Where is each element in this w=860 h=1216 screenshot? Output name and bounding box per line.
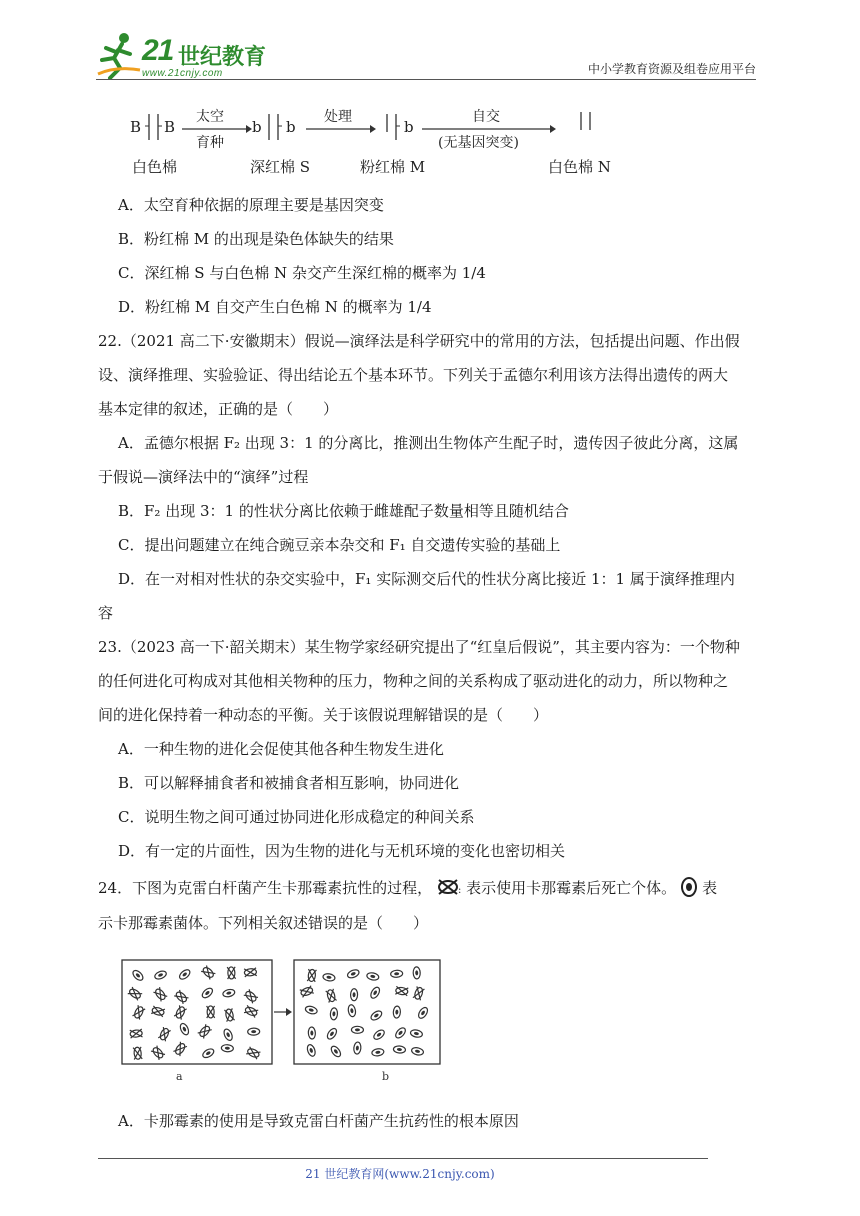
dead-cell [224,1008,234,1021]
dead-cell [207,1006,215,1018]
live-cell [179,1022,191,1036]
live-cell [372,1028,386,1041]
q22-option-b: B．F₂ 出现 3：1 的性状分离比依赖于雌雄配子数量相等且随机结合 [118,502,569,520]
step3-bottom: (无基因突变) [438,135,519,151]
q23-option-c: C．说明生物之间可通过协同进化形成稳定的种间关系 [118,808,475,826]
live-cell [393,1006,401,1018]
live-cell [346,968,360,979]
dead-cell [326,989,337,1003]
q23-stem-line1: 23.（2023 高一下·韶关期末）某生物学家经研究提出了“红皇后假说”，其主要内容为：一个物种 [98,638,740,656]
dead-cell [174,1005,187,1019]
live-cell [201,1047,215,1059]
chromosome-pair-icon [144,112,164,144]
q24-stem-line2: 示卡那霉素菌体。下列相关叙述错误的是（ ） [98,914,429,932]
dead-cell [174,990,188,1004]
live-cell [347,1004,356,1017]
live-cell [326,1027,339,1041]
footer-divider [98,1158,708,1159]
live-cell [390,970,403,978]
dead-cell [133,1005,146,1019]
dead-cell [133,1047,142,1060]
footer-text: 21 世纪教育网(www.21cnjy.com) [305,1167,495,1181]
live-cell [329,1045,342,1059]
q23-stem-line2: 的任何进化可构成对其他相关物种的压力，物种之间的关系构成了驱动进化的动力，所以物种之 [98,672,729,690]
label-white-n: 白色棉 N [548,158,611,176]
q24-stem-part3: 表 [702,879,718,897]
live-cell [221,1044,233,1052]
gene-B-left: B [130,118,142,136]
q24-stem-part2: 表示使用卡那霉素后死亡个体。 [466,879,677,897]
q22-stem-line1: 22.（2021 高二下·安徽期末）假说—演绎法是科学研究中的常用的方法，包括提出问题、作出假 [98,332,740,350]
label-white-cotton: 白色棉 [132,158,178,176]
q24-stem-part1: 24．下图为克雷白杆菌产生卡那霉素抗性的过程， [98,879,433,897]
q22-option-a-line2: 于假说—演绎法中的“演绎”过程 [98,468,309,486]
platform-title: 中小学教育资源及组卷应用平台 [587,62,756,76]
svg-text::: : [458,885,462,896]
live-cell [222,1028,233,1042]
live-cell [322,973,335,982]
step3-top: 自交 [472,109,500,125]
gene-b-m: b [404,118,414,136]
bacteria-panels-figure [118,956,448,1086]
live-cell [131,969,144,982]
dead-cell [244,1005,258,1017]
chromosome-pair-icon [382,112,402,144]
bacteria-figure [118,956,448,1086]
dead-cell [244,989,258,1003]
live-cell [417,1006,429,1020]
live-cell [393,1046,406,1054]
live-cell [330,1008,338,1020]
live-cell [366,972,379,981]
live-cell [154,970,168,981]
step1-bottom: 育种 [196,135,224,151]
logo-url: www.21cnjy.com [142,68,223,79]
live-cell [308,1027,316,1039]
chromosome-pair-icon [576,110,596,134]
dead-cell [158,1027,170,1041]
panel-b-cells [300,967,429,1059]
q24-option-a: A．卡那霉素的使用是导致克雷白杆菌产生抗药性的根本原因 [118,1112,519,1130]
dead-cell [246,1047,260,1059]
live-cell [305,1005,318,1015]
live-cell [369,1009,383,1022]
q22-stem-line3: 基本定律的叙述，正确的是（ ） [98,400,339,418]
dead-cell [151,1046,165,1060]
live-cell [248,1028,260,1035]
dead-cell [227,967,235,979]
dead-bacteria-icon [436,878,462,896]
q24-stem-line1 [98,876,762,899]
gene-b-s2: b [286,118,296,136]
label-pink-m: 粉红棉 M [360,158,426,176]
site-logo [96,30,266,82]
dead-cell [413,986,424,1000]
live-cell [178,968,192,981]
dead-cell [244,968,257,977]
arrow-icon [306,124,376,134]
live-cell [371,1048,384,1057]
dead-cell [307,969,316,982]
panel-a-label: a [176,1070,183,1083]
dead-cell [300,986,314,998]
q22-option-a-line1: A．孟德尔根据 F₂ 出现 3：1 的分离比，推测出生物体产生配子时，遗传因子彼此分离，这属 [118,434,739,452]
dead-cell [151,1006,165,1017]
q22-stem-line2: 设、演绎推理、实验验证、得出结论五个基本环节。下列关于孟德尔利用该方法得出遗传的两大 [98,366,729,384]
q23-option-a: A．一种生物的进化会促使其他各种生物发生进化 [118,740,444,758]
q23-option-d: D．有一定的片面性，因为生物的进化与无机环境的变化也密切相关 [118,842,566,860]
q21-option-a: A．太空育种依据的原理主要是基因突变 [118,196,384,214]
live-cell [222,988,235,998]
q21-option-b: B．粉红棉 M 的出现是染色体缺失的结果 [118,230,394,248]
q22-option-d-line2: 容 [98,604,114,622]
live-cell [353,1042,361,1055]
transition-arrow-head [286,1008,292,1016]
panel-b-label: b [382,1070,390,1083]
logo-number: 21 [142,34,174,67]
live-cell [413,967,420,979]
gene-b-s1: b [252,118,262,136]
live-cell [369,986,381,1000]
step2-label: 处理 [324,109,352,125]
resistant-bacteria-icon [680,876,698,898]
breeding-diagram [120,100,620,186]
q21-option-d: D．粉红棉 M 自交产生白色棉 N 的概率为 1/4 [118,298,432,316]
live-cell [306,1044,317,1058]
q23-option-b: B．可以解释捕食者和被捕食者相互影响，协同进化 [118,774,460,792]
dead-cell [128,987,142,1000]
gene-B-right: B [164,118,176,136]
logo-text: 世纪教育 [178,45,267,70]
dead-cell [173,1042,186,1056]
q22-option-c: C．提出问题建立在纯合豌豆亲本杂交和 F₁ 自交遗传实验的基础上 [118,536,561,554]
header-divider [96,79,756,80]
live-cell [411,1047,424,1056]
live-cell [350,989,357,1001]
q22-option-d-line1: D．在一对相对性状的杂交实验中，F₁ 实际测交后代的性状分离比接近 1：1 属于演绎推理内 [118,570,735,588]
dead-cell [198,1024,212,1038]
q23-stem-line3: 间的进化保持着一种动态的平衡。关于该假说理解错误的是（ ） [98,706,549,724]
dead-cell [130,1029,143,1038]
chromosome-pair-icon [264,112,284,144]
dead-cell [395,986,408,996]
dead-cell [153,987,167,1001]
live-cell [394,1026,407,1040]
panel-a-cells [128,965,261,1059]
q21-option-c: C．深红棉 S 与白色棉 N 杂交产生深红棉的概率为 1/4 [118,264,486,282]
runner-logo-icon [96,30,142,80]
live-cell [201,986,215,999]
label-deep-red-s: 深红棉 S [250,158,311,176]
live-cell [351,1026,363,1033]
step1-top: 太空 [196,109,224,125]
dead-cell [201,965,215,979]
live-cell [410,1029,423,1038]
